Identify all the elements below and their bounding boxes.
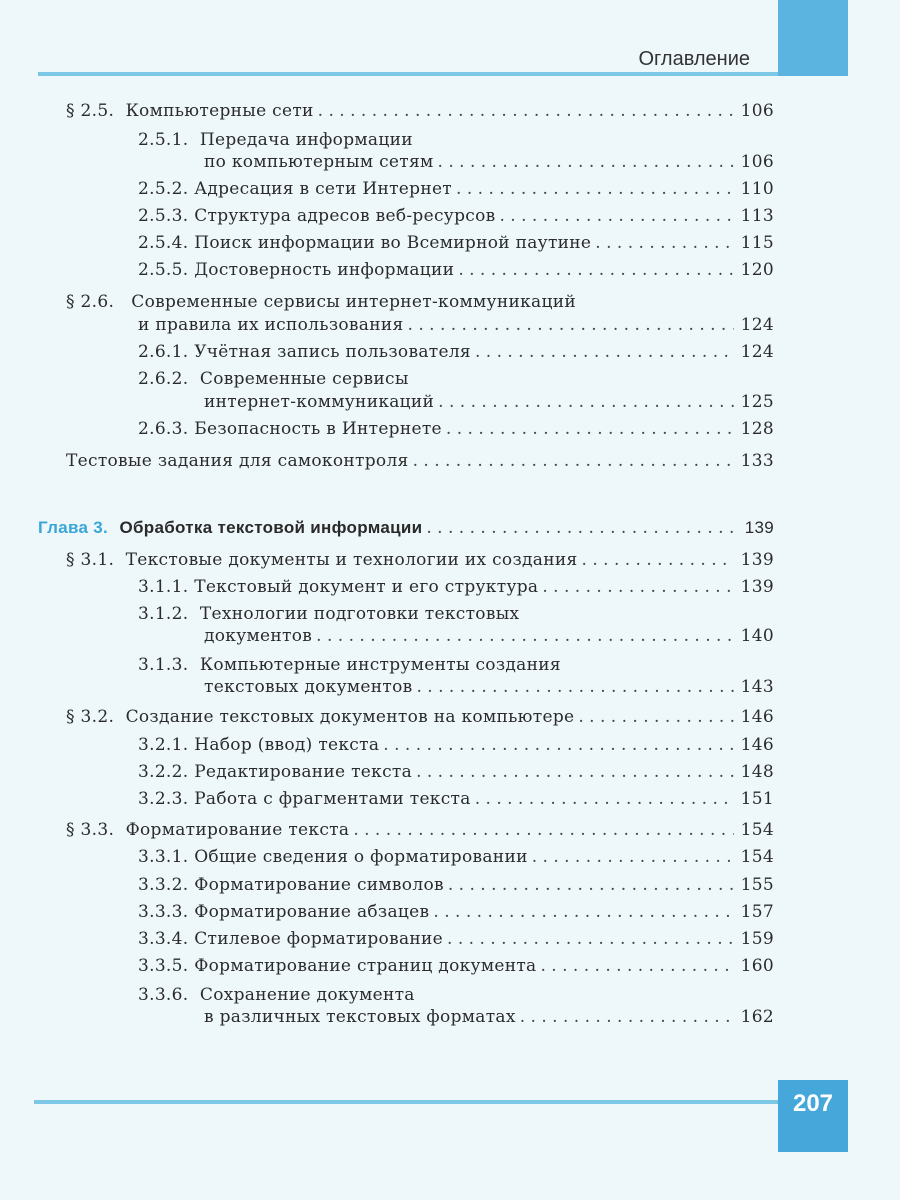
toc-page: 146 bbox=[740, 735, 774, 755]
toc-entry-subsection bbox=[138, 260, 774, 280]
toc-title: Форматирование текста bbox=[125, 820, 350, 840]
toc-page: 154 bbox=[740, 820, 774, 840]
toc-chapter-number: Глава 3. bbox=[38, 518, 109, 537]
dot-leader bbox=[417, 677, 735, 697]
dot-leader bbox=[438, 152, 734, 172]
dot-leader bbox=[475, 342, 734, 362]
toc-page: 124 bbox=[740, 315, 774, 335]
dot-leader bbox=[458, 260, 734, 280]
dot-leader bbox=[447, 929, 734, 949]
toc-page: 120 bbox=[740, 260, 774, 280]
toc-title-continuation: документов bbox=[204, 626, 313, 646]
toc-title-continuation: по компьютерным сетям bbox=[204, 152, 434, 172]
toc-title-continuation: и правила их использования bbox=[138, 315, 404, 335]
toc-number: § 3.1. bbox=[66, 550, 115, 570]
toc-entry-subsection-first-line bbox=[138, 130, 413, 150]
dot-leader bbox=[426, 518, 734, 538]
toc-title: Компьютерные инструменты создания bbox=[199, 655, 561, 675]
dot-leader bbox=[520, 1007, 734, 1027]
dot-leader bbox=[532, 847, 734, 867]
toc-title: Текстовый документ и его структура bbox=[194, 577, 539, 597]
toc-number: 3.3.3. bbox=[138, 902, 189, 922]
toc-page: 146 bbox=[740, 707, 774, 727]
toc-number: 2.5.1. bbox=[138, 130, 189, 150]
toc-title: Общие сведения о форматировании bbox=[194, 847, 528, 867]
toc-entry-section bbox=[66, 550, 774, 570]
toc-page: 113 bbox=[740, 206, 774, 226]
toc-number: 3.2.1. bbox=[138, 735, 189, 755]
toc-title: Безопасность в Интернете bbox=[194, 419, 442, 439]
toc-entry-subsection bbox=[138, 233, 774, 253]
toc-page: 128 bbox=[740, 419, 774, 439]
toc-title: Работа с фрагментами текста bbox=[194, 789, 471, 809]
toc-title: Форматирование абзацев bbox=[194, 902, 430, 922]
dot-leader bbox=[448, 875, 734, 895]
dot-leader bbox=[595, 233, 734, 253]
toc-title: Редактирование текста bbox=[194, 762, 413, 782]
toc-page: 148 bbox=[740, 762, 774, 782]
toc-entry-section bbox=[66, 101, 774, 121]
toc-entry-subsection bbox=[138, 902, 774, 922]
toc-title: Современные сервисы интернет-коммуникаций bbox=[131, 292, 576, 312]
toc-page: 157 bbox=[740, 902, 774, 922]
toc-title-continuation: интернет-коммуникаций bbox=[204, 392, 435, 412]
toc-page: 125 bbox=[740, 392, 774, 412]
toc-number: 2.6.3. bbox=[138, 419, 189, 439]
toc-title: Адресация в сети Интернет bbox=[194, 179, 453, 199]
toc-number: § 2.5. bbox=[66, 101, 115, 121]
toc-title: Учётная запись пользователя bbox=[194, 342, 471, 362]
toc-title: Форматирование символов bbox=[194, 875, 444, 895]
toc-page: 151 bbox=[740, 789, 774, 809]
toc-entry-subsection bbox=[138, 789, 774, 809]
toc-entry-subsection-first-line bbox=[138, 985, 415, 1005]
dot-leader bbox=[413, 451, 734, 471]
toc-number: 3.3.1. bbox=[138, 847, 189, 867]
toc-entry-subsection bbox=[138, 929, 774, 949]
toc-number: 3.1.2. bbox=[138, 604, 189, 624]
toc-entry-subsection-first-line bbox=[138, 369, 409, 389]
toc-page: 115 bbox=[740, 233, 774, 253]
toc-title: Поиск информации во Всемирной паутине bbox=[194, 233, 592, 253]
toc-entry-subsection bbox=[138, 342, 774, 362]
footer-rule bbox=[34, 1100, 778, 1104]
toc-number: 3.3.5. bbox=[138, 956, 189, 976]
dot-leader bbox=[456, 179, 734, 199]
dot-leader bbox=[500, 206, 735, 226]
toc-page: 159 bbox=[740, 929, 774, 949]
toc-number: 2.5.2. bbox=[138, 179, 189, 199]
page-number: 207 bbox=[792, 1090, 834, 1117]
dot-leader bbox=[316, 626, 734, 646]
toc-title: Стилевое форматирование bbox=[194, 929, 444, 949]
toc-title: Сохранение документа bbox=[199, 985, 415, 1005]
toc-number: 3.1.3. bbox=[138, 655, 189, 675]
toc-page: 133 bbox=[740, 451, 774, 471]
toc-entry-subsection bbox=[138, 577, 774, 597]
toc-entry-subsection-first-line bbox=[138, 655, 561, 675]
dot-leader bbox=[408, 315, 734, 335]
toc-number: 3.2.2. bbox=[138, 762, 189, 782]
dot-leader bbox=[416, 762, 734, 782]
toc-entry-self-test bbox=[66, 451, 774, 471]
toc-page: 106 bbox=[740, 152, 774, 172]
toc-title: Форматирование страниц документа bbox=[194, 956, 537, 976]
toc-title-continuation: в различных текстовых форматах bbox=[204, 1007, 516, 1027]
toc-page: 143 bbox=[740, 677, 774, 697]
dot-leader bbox=[475, 789, 734, 809]
toc-entry-subsection bbox=[138, 875, 774, 895]
dot-leader bbox=[353, 820, 734, 840]
toc-entry-subsection bbox=[138, 956, 774, 976]
toc-number: § 3.2. bbox=[66, 707, 115, 727]
toc-page: 160 bbox=[740, 956, 774, 976]
toc-entry-section bbox=[66, 707, 774, 727]
toc-entry-subsection bbox=[138, 206, 774, 226]
toc-number: 2.5.5. bbox=[138, 260, 189, 280]
toc-entry-subsection bbox=[204, 152, 774, 172]
toc-entry-subsection bbox=[138, 179, 774, 199]
toc-title: Создание текстовых документов на компьютере bbox=[125, 707, 575, 727]
toc-entry-subsection bbox=[138, 419, 774, 439]
toc-title: Набор (ввод) текста bbox=[194, 735, 380, 755]
toc-title: Структура адресов веб-ресурсов bbox=[194, 206, 496, 226]
toc-title: Тестовые задания для самоконтроля bbox=[66, 451, 409, 471]
toc-number: 3.3.4. bbox=[138, 929, 189, 949]
dot-leader bbox=[383, 735, 734, 755]
dot-leader bbox=[582, 550, 734, 570]
toc-page: 139 bbox=[740, 577, 774, 597]
toc-number: 3.3.6. bbox=[138, 985, 189, 1005]
toc-number: 3.1.1. bbox=[138, 577, 189, 597]
dot-leader bbox=[433, 902, 734, 922]
toc-page: 155 bbox=[740, 875, 774, 895]
toc-number: 2.6.1. bbox=[138, 342, 189, 362]
toc-entry-subsection bbox=[204, 392, 774, 412]
toc-page: 110 bbox=[740, 179, 774, 199]
toc-chapter-title: Обработка текстовой информации bbox=[119, 518, 423, 537]
toc-number: 3.2.3. bbox=[138, 789, 189, 809]
toc-page: 162 bbox=[740, 1007, 774, 1027]
toc-entry-subsection-first-line bbox=[138, 604, 519, 624]
toc-entry-section bbox=[138, 315, 774, 335]
toc-title: Достоверность информации bbox=[194, 260, 455, 280]
toc-entry-subsection bbox=[204, 677, 774, 697]
toc-number: § 2.6. bbox=[66, 292, 115, 312]
toc-page: 139 bbox=[740, 550, 774, 570]
dot-leader bbox=[540, 956, 734, 976]
toc-title: Текстовые документы и технологии их создания bbox=[125, 550, 578, 570]
toc-title-continuation: текстовых документов bbox=[204, 677, 413, 697]
toc-entry-subsection bbox=[138, 847, 774, 867]
toc-title: Компьютерные сети bbox=[125, 101, 314, 121]
toc-title: Передача информации bbox=[199, 130, 413, 150]
toc-page: 106 bbox=[740, 101, 774, 121]
toc-entry-subsection bbox=[204, 626, 774, 646]
dot-leader bbox=[318, 101, 734, 121]
toc-title: Технологии подготовки текстовых bbox=[199, 604, 520, 624]
toc-page: 139 bbox=[744, 518, 774, 537]
dot-leader bbox=[446, 419, 734, 439]
toc-number: 3.3.2. bbox=[138, 875, 189, 895]
dot-leader bbox=[438, 392, 734, 412]
dot-leader bbox=[542, 577, 734, 597]
toc-entry-section bbox=[66, 820, 774, 840]
toc-page: 140 bbox=[740, 626, 774, 646]
toc-entry-subsection bbox=[138, 762, 774, 782]
toc-number: 2.6.2. bbox=[138, 369, 189, 389]
dot-leader bbox=[578, 707, 734, 727]
toc-number: § 3.3. bbox=[66, 820, 115, 840]
page-number-tab bbox=[778, 1080, 848, 1152]
toc-number: 2.5.3. bbox=[138, 206, 189, 226]
toc-page: 154 bbox=[740, 847, 774, 867]
toc-entry-subsection bbox=[204, 1007, 774, 1027]
toc-entry-chapter bbox=[38, 518, 774, 538]
toc-page: 124 bbox=[740, 342, 774, 362]
toc-title: Современные сервисы bbox=[199, 369, 409, 389]
toc-entry-subsection bbox=[138, 735, 774, 755]
running-header-title: Оглавление bbox=[638, 48, 750, 70]
toc-entry-section-first-line bbox=[66, 292, 576, 312]
toc-number: 2.5.4. bbox=[138, 233, 189, 253]
